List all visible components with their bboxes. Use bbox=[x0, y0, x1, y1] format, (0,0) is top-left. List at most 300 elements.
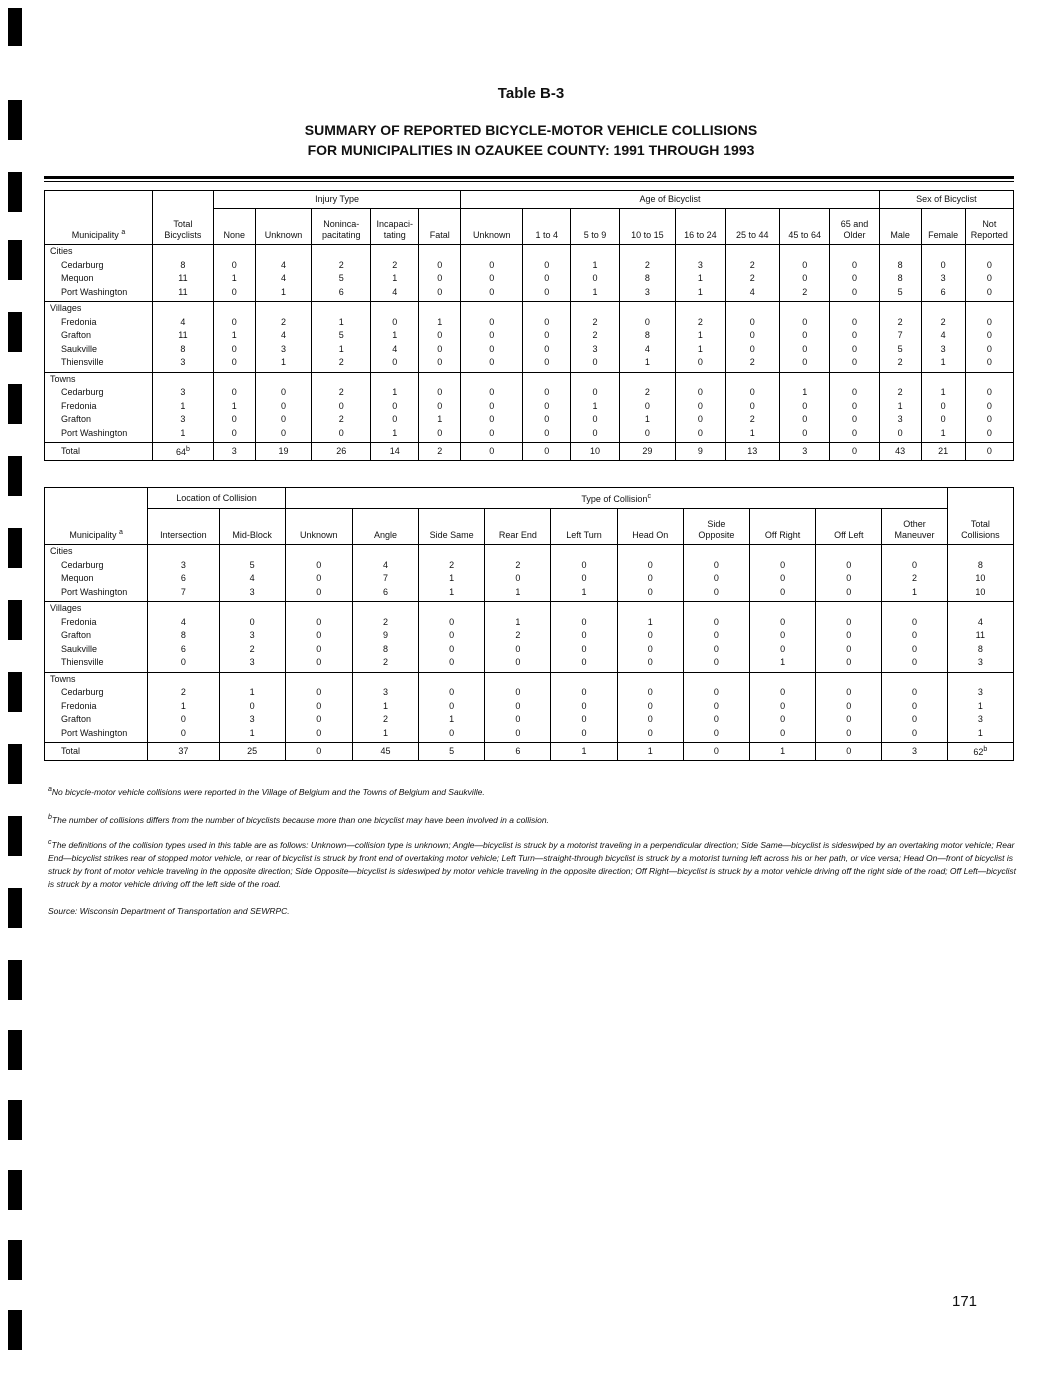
table-cell: 0 bbox=[780, 413, 830, 427]
table-cell: 1 bbox=[255, 356, 312, 372]
table-cell: 2 bbox=[419, 559, 485, 573]
table-cell: 0 bbox=[371, 413, 419, 427]
table-cell: 0 bbox=[213, 286, 255, 302]
table-cell: 0 bbox=[285, 727, 352, 743]
table-cell: 0 bbox=[676, 427, 725, 443]
total-cell: 37 bbox=[148, 743, 219, 761]
table-cell: 0 bbox=[617, 686, 683, 700]
section-header-row bbox=[45, 372, 1014, 386]
table-cell: 1 bbox=[882, 586, 947, 602]
table-cell: 4 bbox=[148, 616, 219, 630]
table-cell: 5 bbox=[879, 343, 921, 357]
title-rule-thin bbox=[44, 181, 1014, 182]
binding-mark bbox=[8, 1310, 22, 1350]
binding-mark bbox=[8, 888, 22, 928]
table-cell: 0 bbox=[816, 586, 882, 602]
table-cell: 2 bbox=[879, 316, 921, 330]
table-cell: 10 bbox=[947, 572, 1013, 586]
table-cell: 2 bbox=[725, 272, 780, 286]
table-cell: 0 bbox=[683, 686, 749, 700]
table-cell: 5 bbox=[312, 272, 371, 286]
table-cell: 0 bbox=[617, 700, 683, 714]
table-cell: 0 bbox=[148, 713, 219, 727]
municipality-name: Fredonia bbox=[45, 700, 148, 714]
table-cell: 0 bbox=[461, 413, 523, 427]
table-cell: 0 bbox=[683, 713, 749, 727]
table-row bbox=[45, 686, 1014, 700]
table-cell: 0 bbox=[285, 572, 352, 586]
table-cell: 1 bbox=[419, 572, 485, 586]
col-intersection: Intersection bbox=[148, 509, 219, 545]
table-cell: 2 bbox=[255, 316, 312, 330]
table-cell: 0 bbox=[882, 559, 947, 573]
table-cell: 0 bbox=[523, 259, 571, 273]
table-cell: 0 bbox=[816, 686, 882, 700]
table-cell: 0 bbox=[523, 272, 571, 286]
table-cell: 1 bbox=[921, 386, 965, 400]
table-cell: 0 bbox=[830, 386, 879, 400]
table-cell: 0 bbox=[371, 356, 419, 372]
table-cell: 0 bbox=[830, 286, 879, 302]
table-row bbox=[45, 316, 1014, 330]
table-cell: 2 bbox=[371, 259, 419, 273]
col-off-left: Off Left bbox=[816, 509, 882, 545]
table-cell: 0 bbox=[676, 356, 725, 372]
table-cell: 0 bbox=[285, 643, 352, 657]
municipality-name: Port Washington bbox=[45, 427, 153, 443]
col-municipality: Municipality $^a$ bbox=[45, 509, 148, 545]
binding-mark bbox=[8, 672, 22, 712]
table-cell: 0 bbox=[523, 286, 571, 302]
table-cell: 0 bbox=[676, 386, 725, 400]
table-cell: 0 bbox=[780, 329, 830, 343]
table-cell: 0 bbox=[965, 286, 1013, 302]
table-cell: 1 bbox=[255, 286, 312, 302]
table-cell: 1 bbox=[213, 329, 255, 343]
total-label: Total bbox=[45, 443, 153, 461]
table-cell: 0 bbox=[683, 586, 749, 602]
table-cell: 0 bbox=[676, 413, 725, 427]
table-cell: 1 bbox=[153, 427, 214, 443]
table-cell: 11 bbox=[947, 629, 1013, 643]
table-cell: 0 bbox=[750, 629, 816, 643]
table-cell: 3 bbox=[148, 559, 219, 573]
total-cell: 6 bbox=[485, 743, 551, 761]
table-cell: 1 bbox=[419, 713, 485, 727]
table-cell: 0 bbox=[830, 316, 879, 330]
page-number: 171 bbox=[952, 1293, 978, 1310]
table-cell: 1 bbox=[352, 727, 418, 743]
total-cell: 13 bbox=[725, 443, 780, 461]
total-cell: 29 bbox=[619, 443, 676, 461]
table-cell: 0 bbox=[523, 413, 571, 427]
table-cell: 1 bbox=[725, 427, 780, 443]
table-title-line1: SUMMARY OF REPORTED BICYCLE-MOTOR VEHICLE COLLISIONS bbox=[304, 122, 758, 138]
table-cell: 2 bbox=[725, 259, 780, 273]
table-cell: 0 bbox=[285, 713, 352, 727]
table-cell: 1 bbox=[419, 413, 461, 427]
table-cell: 0 bbox=[780, 356, 830, 372]
table-cell: 6 bbox=[921, 286, 965, 302]
table-cell: 0 bbox=[213, 316, 255, 330]
col-female: Female bbox=[921, 209, 965, 245]
col-angle: Angle bbox=[352, 509, 418, 545]
table-cell: 0 bbox=[816, 559, 882, 573]
table-cell: 7 bbox=[879, 329, 921, 343]
table-cell: 4 bbox=[947, 616, 1013, 630]
municipality-name: Fredonia bbox=[45, 616, 148, 630]
municipality-name: Saukville bbox=[45, 343, 153, 357]
table-cell: 1 bbox=[213, 272, 255, 286]
table-cell: 1 bbox=[780, 386, 830, 400]
table-cell: 0 bbox=[551, 643, 617, 657]
table-cell: 2 bbox=[725, 356, 780, 372]
table-cell: 0 bbox=[419, 400, 461, 414]
table-title-line2: FOR MUNICIPALITIES IN OZAUKEE COUNTY: 1991 THROUGH 1993 bbox=[307, 142, 755, 158]
table-cell: 0 bbox=[485, 713, 551, 727]
table-cell: 0 bbox=[617, 586, 683, 602]
table-cell: 6 bbox=[148, 572, 219, 586]
table-cell: 3 bbox=[153, 356, 214, 372]
total-cell: 9 bbox=[676, 443, 725, 461]
table-cell: 0 bbox=[551, 629, 617, 643]
table-cell: 0 bbox=[419, 272, 461, 286]
col-none: None bbox=[213, 209, 255, 245]
table-cell: 0 bbox=[816, 656, 882, 672]
table-cell: 1 bbox=[947, 700, 1013, 714]
section-label: Villages bbox=[45, 602, 148, 616]
total-cell: 43 bbox=[879, 443, 921, 461]
table-cell: 0 bbox=[617, 572, 683, 586]
municipality-name: Grafton bbox=[45, 329, 153, 343]
section-header-row bbox=[45, 602, 1014, 616]
table-cell: 3 bbox=[219, 713, 285, 727]
municipality-name: Grafton bbox=[45, 713, 148, 727]
binding-mark bbox=[8, 240, 22, 280]
table-cell: 0 bbox=[965, 316, 1013, 330]
table-cell: 0 bbox=[523, 400, 571, 414]
table-cell: 2 bbox=[312, 356, 371, 372]
total-cell: 0 bbox=[461, 443, 523, 461]
table-cell: 3 bbox=[219, 656, 285, 672]
municipality-name: Fredonia bbox=[45, 400, 153, 414]
table-row bbox=[45, 713, 1014, 727]
col-rear-end: Rear End bbox=[485, 509, 551, 545]
binding-mark bbox=[8, 1170, 22, 1210]
table-cell: 4 bbox=[619, 343, 676, 357]
table-cell: 0 bbox=[485, 686, 551, 700]
table-cell: 0 bbox=[461, 427, 523, 443]
table-cell: 6 bbox=[312, 286, 371, 302]
table-cell: 0 bbox=[461, 259, 523, 273]
collision-table bbox=[44, 487, 1014, 761]
table-cell: 4 bbox=[371, 343, 419, 357]
table-cell: 0 bbox=[725, 386, 780, 400]
table-cell: 0 bbox=[780, 272, 830, 286]
table-cell: 0 bbox=[965, 427, 1013, 443]
table-cell: 11 bbox=[153, 286, 214, 302]
table-cell: 5 bbox=[219, 559, 285, 573]
table-cell: 3 bbox=[921, 343, 965, 357]
table-cell: 7 bbox=[148, 586, 219, 602]
table-cell: 0 bbox=[780, 343, 830, 357]
table-cell: 0 bbox=[461, 400, 523, 414]
col-left-turn: Left Turn bbox=[551, 509, 617, 545]
total-cell: 0 bbox=[523, 443, 571, 461]
table-cell: 0 bbox=[619, 400, 676, 414]
table-cell: 0 bbox=[551, 686, 617, 700]
binding-mark bbox=[8, 816, 22, 856]
table-cell: 0 bbox=[617, 656, 683, 672]
table-cell: 0 bbox=[882, 713, 947, 727]
table-cell: 3 bbox=[947, 686, 1013, 700]
table-cell: 1 bbox=[947, 727, 1013, 743]
table-cell: 0 bbox=[750, 559, 816, 573]
table-cell: 0 bbox=[816, 629, 882, 643]
table-cell: 6 bbox=[352, 586, 418, 602]
municipality-name: Mequon bbox=[45, 272, 153, 286]
table-cell: 2 bbox=[312, 386, 371, 400]
binding-mark bbox=[8, 312, 22, 352]
table-cell: 2 bbox=[485, 559, 551, 573]
table-cell: 0 bbox=[419, 616, 485, 630]
table-cell: 1 bbox=[617, 616, 683, 630]
table-cell: 4 bbox=[255, 259, 312, 273]
total-cell: 5 bbox=[419, 743, 485, 761]
total-cell: 45 bbox=[352, 743, 418, 761]
table-cell: 0 bbox=[683, 656, 749, 672]
table-cell: 0 bbox=[725, 316, 780, 330]
table-cell: 0 bbox=[523, 316, 571, 330]
table-cell: 4 bbox=[219, 572, 285, 586]
table-cell: 0 bbox=[461, 343, 523, 357]
total-cell: 26 bbox=[312, 443, 371, 461]
col-not-reported: Not Reported bbox=[965, 209, 1013, 245]
table-cell: 0 bbox=[551, 713, 617, 727]
table-cell: 8 bbox=[879, 259, 921, 273]
table-cell: 1 bbox=[676, 286, 725, 302]
table-cell: 0 bbox=[461, 356, 523, 372]
table-cell: 0 bbox=[830, 272, 879, 286]
table-row bbox=[45, 356, 1014, 372]
table-cell: 2 bbox=[725, 413, 780, 427]
table-cell: 4 bbox=[153, 316, 214, 330]
table-cell: 2 bbox=[312, 259, 371, 273]
table-cell: 0 bbox=[725, 343, 780, 357]
total-cell: 19 bbox=[255, 443, 312, 461]
table-cell: 0 bbox=[255, 413, 312, 427]
table-cell: 0 bbox=[617, 559, 683, 573]
table-cell: 0 bbox=[419, 643, 485, 657]
table-cell: 5 bbox=[879, 286, 921, 302]
table-row bbox=[45, 616, 1014, 630]
table-cell: 1 bbox=[312, 343, 371, 357]
table-cell: 1 bbox=[676, 272, 725, 286]
table-cell: 0 bbox=[882, 686, 947, 700]
table-cell: 0 bbox=[750, 572, 816, 586]
table-cell: 0 bbox=[619, 427, 676, 443]
table-cell: 0 bbox=[551, 559, 617, 573]
table-cell: 0 bbox=[461, 316, 523, 330]
table-cell: 3 bbox=[153, 386, 214, 400]
table-cell: 2 bbox=[676, 316, 725, 330]
table-cell: 2 bbox=[148, 686, 219, 700]
table-cell: 0 bbox=[551, 572, 617, 586]
col-municipality: Municipality $^a$ bbox=[45, 209, 153, 245]
table-cell: 0 bbox=[485, 700, 551, 714]
table-cell: 0 bbox=[213, 386, 255, 400]
table-cell: 0 bbox=[816, 727, 882, 743]
table-cell: 0 bbox=[523, 329, 571, 343]
col-incapacitating: Incapaci- tating bbox=[371, 209, 419, 245]
table-cell: 0 bbox=[419, 727, 485, 743]
binding-mark bbox=[8, 1030, 22, 1070]
table-cell: 0 bbox=[419, 629, 485, 643]
municipality-name: Cedarburg bbox=[45, 559, 148, 573]
table-cell: 1 bbox=[551, 586, 617, 602]
table-cell: 7 bbox=[352, 572, 418, 586]
table-cell: 2 bbox=[571, 329, 619, 343]
table-row bbox=[45, 343, 1014, 357]
table-cell: 1 bbox=[219, 727, 285, 743]
table-cell: 0 bbox=[617, 629, 683, 643]
section-label: Towns bbox=[45, 672, 148, 686]
total-cell: 64$^b$ bbox=[153, 443, 214, 461]
table-cell: 1 bbox=[571, 286, 619, 302]
table-cell: 1 bbox=[571, 259, 619, 273]
table-cell: 0 bbox=[571, 272, 619, 286]
table-cell: 1 bbox=[619, 356, 676, 372]
table-cell: 0 bbox=[965, 272, 1013, 286]
table-cell: 0 bbox=[419, 656, 485, 672]
table-cell: 8 bbox=[153, 343, 214, 357]
table-cell: 11 bbox=[153, 272, 214, 286]
table-cell: 0 bbox=[882, 700, 947, 714]
table-cell: 0 bbox=[213, 413, 255, 427]
table-cell: 0 bbox=[750, 700, 816, 714]
table-cell: 2 bbox=[352, 713, 418, 727]
table-row bbox=[45, 656, 1014, 672]
table-cell: 1 bbox=[419, 316, 461, 330]
table-cell: 1 bbox=[148, 700, 219, 714]
table-cell: 0 bbox=[419, 386, 461, 400]
table-cell: 3 bbox=[352, 686, 418, 700]
binding-mark bbox=[8, 384, 22, 424]
table-cell: 2 bbox=[352, 616, 418, 630]
table-cell: 0 bbox=[816, 616, 882, 630]
table-cell: 0 bbox=[683, 727, 749, 743]
table-label: Table B-3 bbox=[497, 85, 565, 102]
table-cell: 0 bbox=[750, 643, 816, 657]
table-cell: 3 bbox=[921, 272, 965, 286]
table-cell: 0 bbox=[780, 400, 830, 414]
footnote-c: $^c$The definitions of the collision types used in this table are as follows: Unknown—collision type is unknown; Angle—bicyclist is struck by a motorist traveling in a perpendicular direction; Side Same—bicyclist is sideswiped by an overtaking motor vehicle; Rear End—bicyclist strikes rear of stopped motor vehicle, or rear of bicyclist is struck by front end of overtaking motor vehicle; Left Turn—straight-through bicyclist is struck by a motorist turning left across his or her path, or vice versa; Head On—front of bicyclist is struck by front of motor vehicle traveling in the opposite direction; Side Opposite—bicyclist is sideswiped by motor vehicle traveling in the opposite direction; Off Right—bicyclist is struck by a motor vehicle driving off the right side of the road; Off Left—bicyclist is struck by a motor vehicle driving off the left side of the road. bbox=[48, 839, 1017, 889]
table-cell: 0 bbox=[882, 656, 947, 672]
binding-mark bbox=[8, 960, 22, 1000]
table-cell: 0 bbox=[725, 329, 780, 343]
table-cell: 0 bbox=[683, 616, 749, 630]
table-cell: 0 bbox=[882, 616, 947, 630]
table-cell: 0 bbox=[683, 629, 749, 643]
col-other-maneuver: Other Maneuver bbox=[882, 509, 947, 545]
table-cell: 0 bbox=[148, 656, 219, 672]
table-cell: 0 bbox=[523, 386, 571, 400]
table-cell: 0 bbox=[965, 386, 1013, 400]
binding-mark bbox=[8, 600, 22, 640]
table-cell: 0 bbox=[921, 413, 965, 427]
table-cell: 0 bbox=[683, 700, 749, 714]
group-collision-type: Type of Collision$^c$ bbox=[285, 488, 947, 509]
table-cell: 0 bbox=[921, 400, 965, 414]
col-age-45-64: 45 to 64 bbox=[780, 209, 830, 245]
table-cell: 2 bbox=[219, 643, 285, 657]
table-cell: 0 bbox=[419, 700, 485, 714]
table-cell: 0 bbox=[371, 316, 419, 330]
table-cell: 5 bbox=[312, 329, 371, 343]
table-cell: 4 bbox=[725, 286, 780, 302]
table-cell: 0 bbox=[683, 643, 749, 657]
table-cell: 1 bbox=[352, 700, 418, 714]
municipality-name: Grafton bbox=[45, 413, 153, 427]
table-cell: 0 bbox=[371, 400, 419, 414]
table-cell: 0 bbox=[419, 686, 485, 700]
table-cell: 4 bbox=[255, 329, 312, 343]
table-cell: 0 bbox=[255, 386, 312, 400]
table-cell: 3 bbox=[219, 629, 285, 643]
bicyclist-table bbox=[44, 190, 1014, 461]
municipality-name: Grafton bbox=[45, 629, 148, 643]
table-cell: 0 bbox=[419, 343, 461, 357]
binding-mark bbox=[8, 8, 22, 46]
table-cell: 2 bbox=[921, 316, 965, 330]
table-cell: 0 bbox=[830, 356, 879, 372]
table-cell: 0 bbox=[750, 686, 816, 700]
table-cell: 3 bbox=[255, 343, 312, 357]
table-cell: 8 bbox=[879, 272, 921, 286]
section-header-row bbox=[45, 672, 1014, 686]
table-cell: 0 bbox=[571, 427, 619, 443]
table-cell: 3 bbox=[571, 343, 619, 357]
table-cell: 0 bbox=[255, 427, 312, 443]
table-cell: 0 bbox=[830, 400, 879, 414]
table-cell: 0 bbox=[461, 329, 523, 343]
table-cell: 0 bbox=[750, 616, 816, 630]
col-age-unknown: Unknown bbox=[461, 209, 523, 245]
municipality-name: Mequon bbox=[45, 572, 148, 586]
table-cell: 0 bbox=[830, 329, 879, 343]
group-location: Location of Collision bbox=[148, 488, 285, 509]
table-cell: 3 bbox=[153, 413, 214, 427]
table-cell: 0 bbox=[312, 427, 371, 443]
section-label: Villages bbox=[45, 302, 153, 316]
table-cell: 2 bbox=[780, 286, 830, 302]
table-cell: 0 bbox=[312, 400, 371, 414]
table-cell: 1 bbox=[153, 400, 214, 414]
table-cell: 0 bbox=[485, 727, 551, 743]
total-cell: 0 bbox=[285, 743, 352, 761]
table-cell: 1 bbox=[485, 586, 551, 602]
table-cell: 1 bbox=[485, 616, 551, 630]
table-cell: 0 bbox=[830, 259, 879, 273]
table-cell: 3 bbox=[619, 286, 676, 302]
table-cell: 3 bbox=[219, 586, 285, 602]
col-total-collisions: Total Collisions bbox=[947, 509, 1013, 545]
total-cell: 0 bbox=[965, 443, 1013, 461]
table-cell: 0 bbox=[725, 400, 780, 414]
table-cell: 0 bbox=[830, 343, 879, 357]
col-head-on: Head On bbox=[617, 509, 683, 545]
table-cell: 4 bbox=[371, 286, 419, 302]
